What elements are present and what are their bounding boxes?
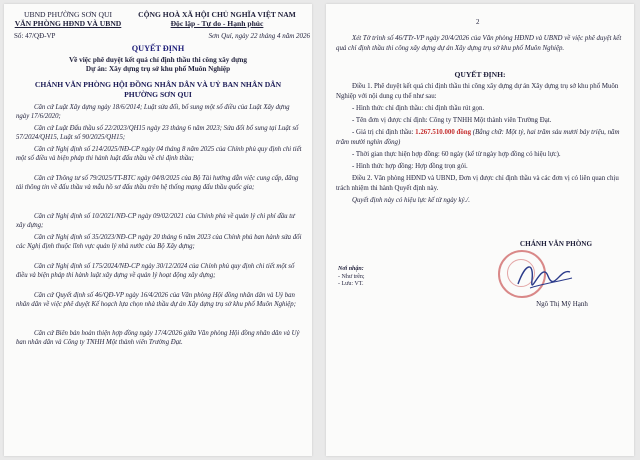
price-value: 1.267.510.000 đồng xyxy=(415,129,472,136)
item-price xyxy=(336,128,626,148)
legal-basis-6: Căn cứ Nghị định số 35/2023/NĐ-CP ngày 20 tháng 6 năm 2023 của Chính phủ ban hành sửa đổi các Nghị định thuộc lĩnh vực quản lý nhà nước của Bộ Xây dựng; xyxy=(16,234,302,251)
page-number: 2 xyxy=(476,18,480,26)
decision-subtitle: Về việc phê duyệt kết quả chỉ định thầu thi công xây dựng xyxy=(68,56,248,64)
legal-basis-8: Căn cứ Quyết định số 46/QĐ-VP ngày 16/4/2026 của Văn phòng Hội đồng nhân dân và Uỷ ban nhân dân về việc phê duyệt Kế hoạch lựa chọn nhà thầu dự án Xây dựng trụ sở khu phố Muôn Nghiệp; xyxy=(16,292,296,309)
document-page-1 xyxy=(4,4,312,456)
nation-header xyxy=(124,10,310,28)
agency-header xyxy=(12,10,124,28)
article-1: Điều 1. Phê duyệt kết quả chỉ định thầu thi công xây dựng dự án Xây dựng trụ sở khu phố Muôn Nghiệp với nội dung cụ thể như sau: xyxy=(336,83,619,100)
recipients-block xyxy=(338,266,365,289)
project-name: Dự án: Xây dựng trụ sở khu phố Muôn Nghiệp xyxy=(85,65,231,73)
issuing-authority: CHÁNH VĂN PHÒNG HỘI ĐỒNG NHÂN DÂN VÀ UỶ BAN NHÂN DÂN PHƯỜNG SƠN QUI xyxy=(34,80,282,99)
recipient-item: - Như trên; xyxy=(338,273,365,280)
motto: Độc lập - Tự do - Hạnh phúc xyxy=(170,19,264,28)
legal-basis-4: Căn cứ Thông tư số 79/2025/TT-BTC ngày 04/8/2025 của Bộ Tài hướng dẫn việc cung cấp, đăng tải thông tin về đấu thầu và mẫu hồ sơ đấu thầu trên hệ thống mạng đấu thầu quốc gia; xyxy=(16,175,299,192)
agency-name: UBND PHƯỜNG SƠN QUI xyxy=(24,10,112,19)
document-number: Số: 47/QĐ-VP xyxy=(14,32,56,40)
signer-name: Ngô Thị Mỹ Hạnh xyxy=(536,300,588,308)
intro-paragraph: Xét Tờ trình số 46/TTr-VP ngày 20/4/2026 của Văn phòng HĐND và UBND về việc phê duyệt kết quả chỉ định thầu thi công xây dựng dự án Xây dựng trụ sở khu phố Muôn Nghiệp. xyxy=(336,35,622,52)
legal-basis-1: Căn cứ Luật Xây dựng ngày 18/6/2014; Luật sửa đổi, bổ sung một số điều của Luật Xây dựng ngày 17/6/2020; xyxy=(16,104,290,121)
decision-title: QUYẾT ĐỊNH xyxy=(131,44,185,53)
item-contract-type: - Hình thức hợp đồng: Hợp đồng trọn gói. xyxy=(352,163,468,170)
signer-title: CHÁNH VĂN PHÒNG xyxy=(519,240,593,248)
legal-basis-5: Căn cứ Nghị định số 10/2021/NĐ-CP ngày 09/02/2021 của Chính phủ về quản lý chi phí đầu tư xây dựng; xyxy=(16,213,295,230)
nation-name: CỘNG HOÀ XÃ HỘI CHỦ NGHĨA VIỆT NAM xyxy=(138,10,296,19)
item-duration: - Thời gian thực hiện hợp đồng: 60 ngày (kể từ ngày hợp đồng có hiệu lực). xyxy=(352,151,561,158)
effective-clause: Quyết định này có hiệu lực kể từ ngày ký./. xyxy=(352,197,470,204)
legal-basis-3: Căn cứ Nghị định số 214/2025/NĐ-CP ngày 04 tháng 8 năm 2025 của Chính phủ quy định chi tiết một số điều và biện pháp thi hành luật đấu thầu về chỉ định thầu; xyxy=(16,146,302,163)
item-method: - Hình thức chỉ định thầu: chỉ định thầu rút gọn. xyxy=(352,105,485,112)
price-label: - Giá trị chỉ định thầu: xyxy=(352,129,416,136)
handwritten-signature xyxy=(512,254,576,298)
office-name: VĂN PHÒNG HĐND VÀ UBND xyxy=(14,19,122,28)
item-contractor: - Tên đơn vị được chỉ định: Công ty TNHH Một thành viên Trường Đạt. xyxy=(352,117,552,124)
legal-basis-2: Căn cứ Luật Đấu thầu số 22/2023/QH15 ngày 23 tháng 6 năm 2023; Sửa đổi bổ sung tại Luật số 57/2024/QH15, Luật số 90/2025/QH15; xyxy=(16,125,299,142)
legal-basis-7: Căn cứ Nghị định số 175/2024/NĐ-CP ngày 30/12/2024 của Chính phủ quy định chi tiết một số điều và biện pháp thi hành luật xây dựng về quản lý hoạt động xây dựng; xyxy=(16,263,295,280)
decision-heading: QUYẾT ĐỊNH: xyxy=(454,70,506,79)
price-in-words: (Bằng chữ: Một tỷ, hai trăm sáu mươi bảy triệu, năm trăm mười nghìn đồng) xyxy=(336,129,620,146)
document-page-2 xyxy=(326,4,634,456)
recipients-label: Nơi nhận: xyxy=(338,266,364,272)
document-date: Sơn Quí, ngày 22 tháng 4 năm 2026 xyxy=(208,32,310,40)
recipient-item: - Lưu: VT. xyxy=(338,281,364,287)
article-2: Điều 2. Văn phòng HĐND và UBND, Đơn vị được chỉ định thầu và các đơn vị có liên quan chịu trách nhiệm thi hành Quyết định này. xyxy=(336,175,619,192)
legal-basis-9: Căn cứ Biên bản hoàn thiện hợp đồng ngày 17/4/2026 giữa Văn phòng Hội đồng nhân dân và Uỷ ban nhân dân và Công ty TNHH Một thành viên Trường Đạt. xyxy=(16,330,300,347)
